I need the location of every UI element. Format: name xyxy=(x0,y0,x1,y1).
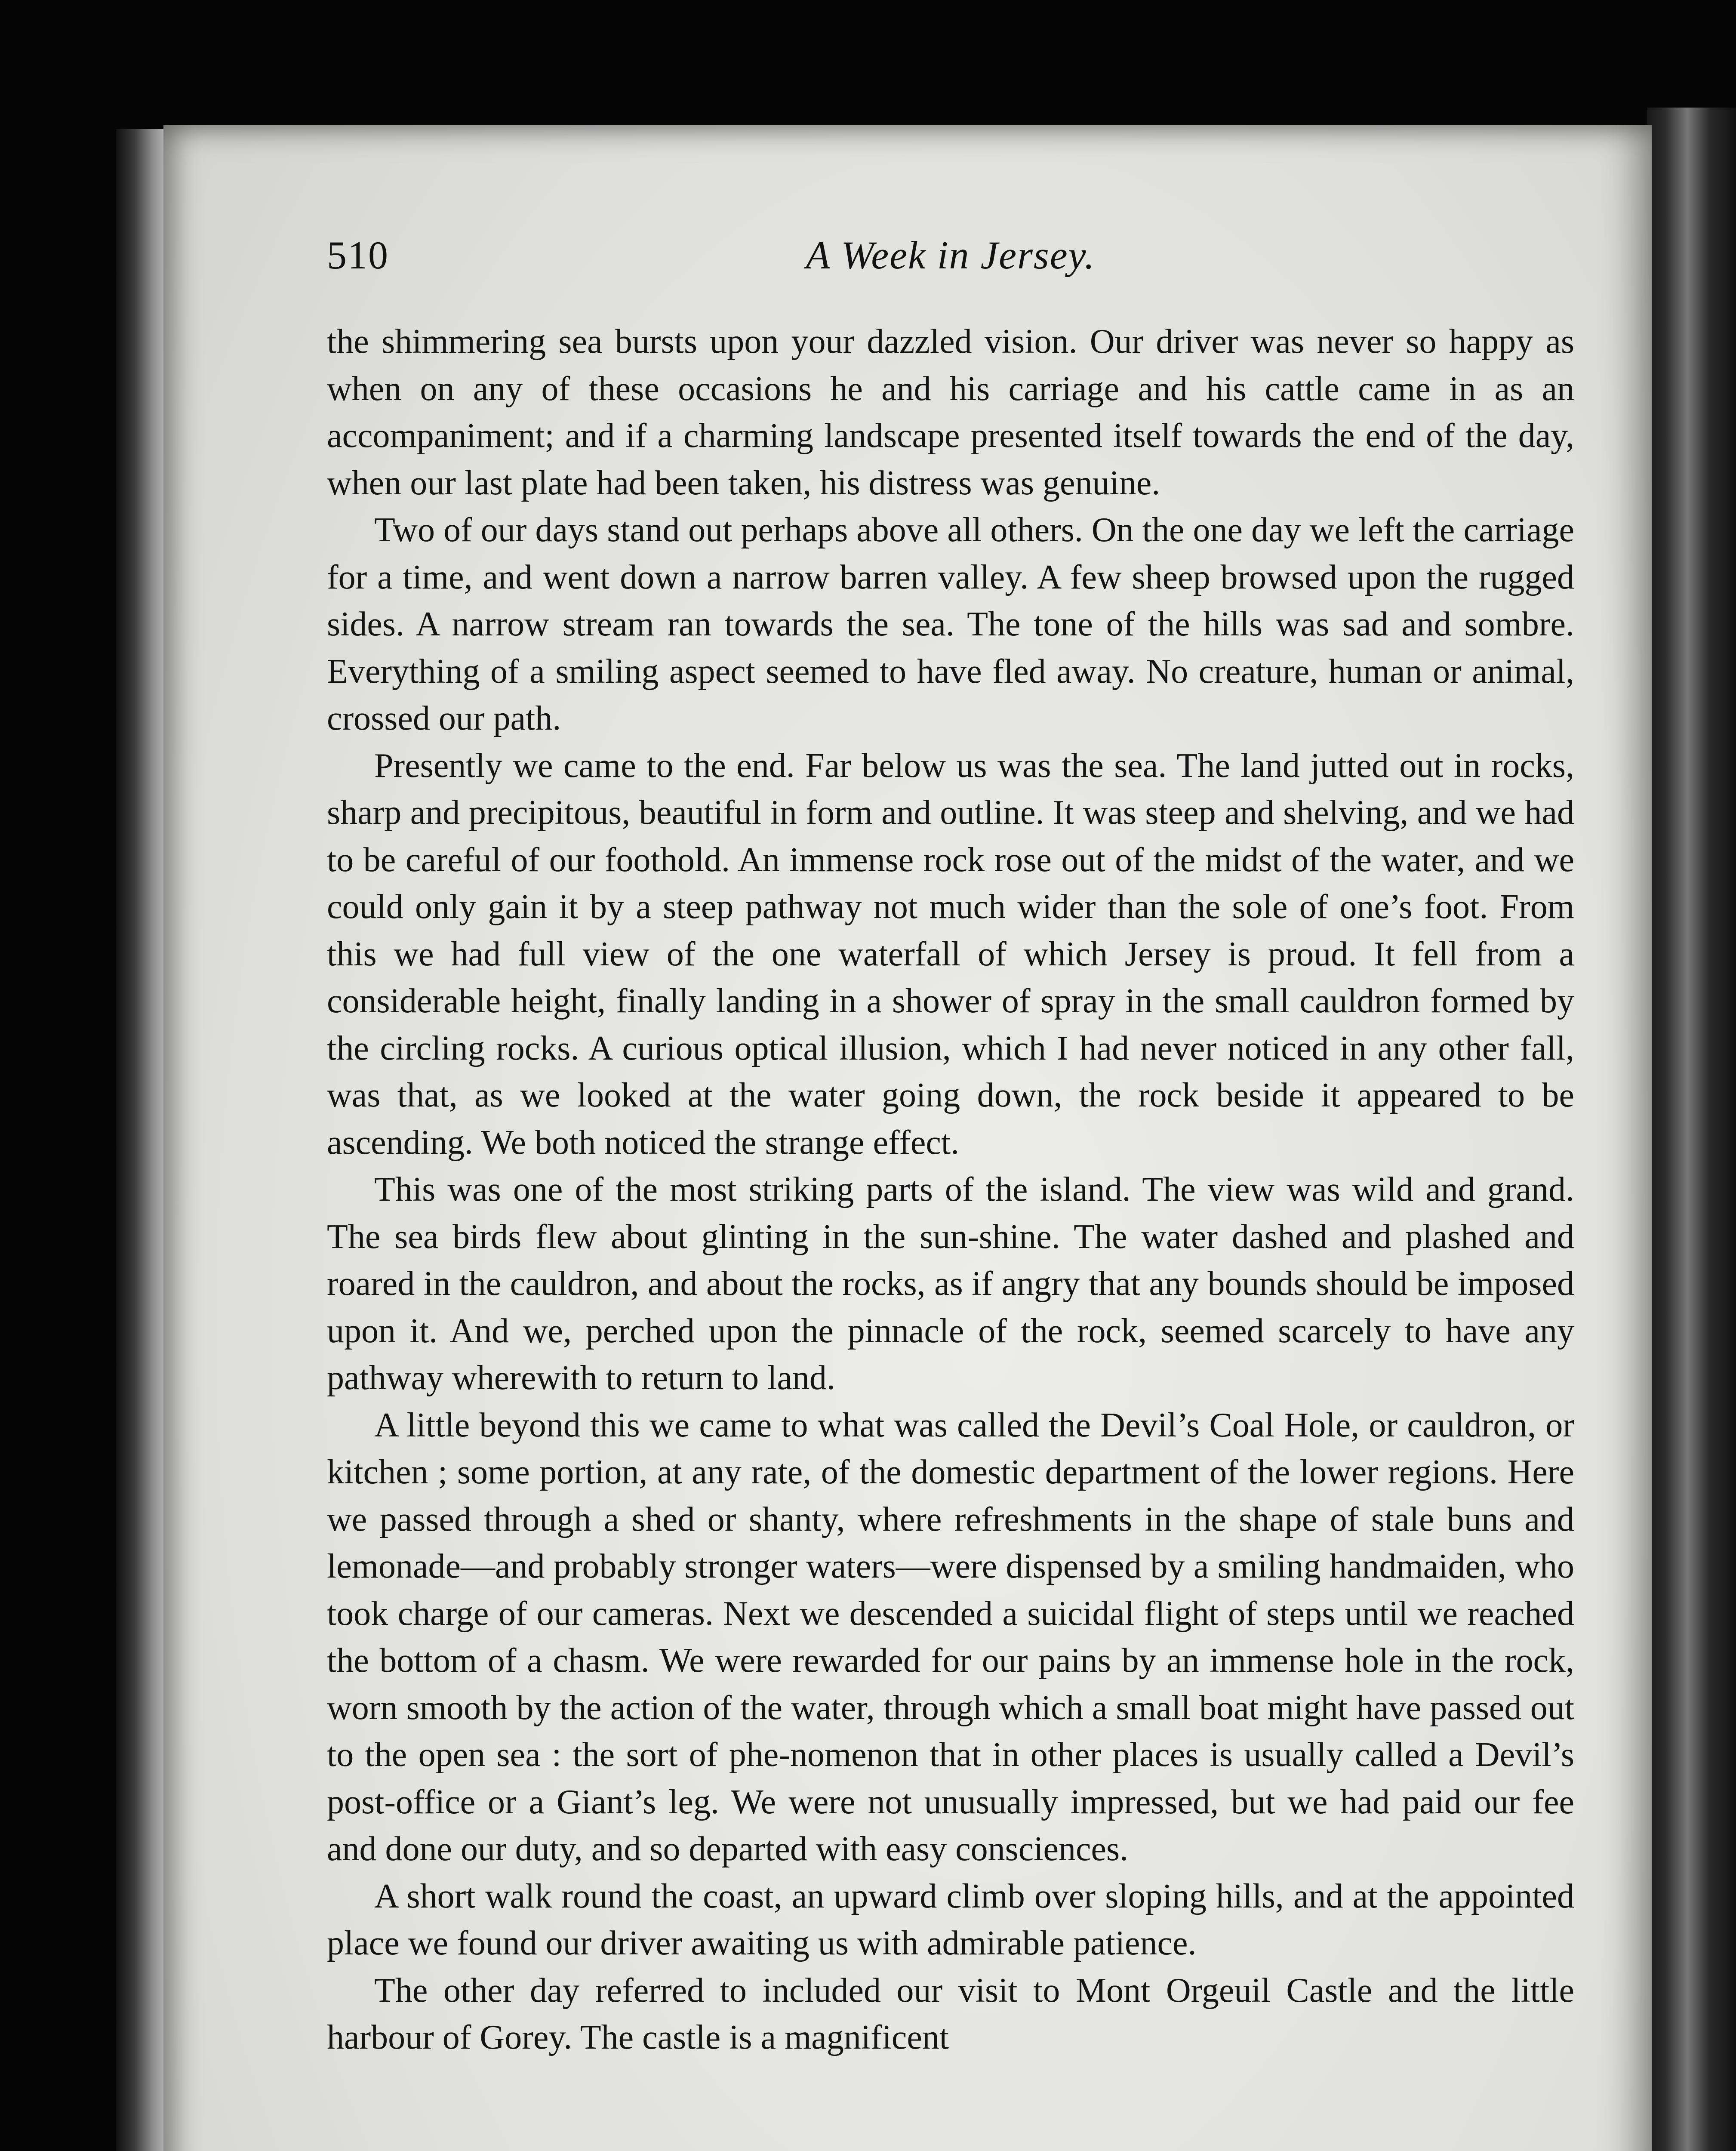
paragraph: A short walk round the coast, an upward climb over sloping hills, and at the appointed place we found our driver awaiting us with admirable patience. xyxy=(327,1877,1574,1962)
paragraph: The other day referred to included our visit to Mont Orgeuil Castle and the little harbour of Gorey. The castle is a magnificent xyxy=(327,1971,1574,2056)
page-header xyxy=(327,232,1574,301)
paragraph: Two of our days stand out perhaps above all others. On the one day we left the carriage for a time, and went down a narrow barren valley. A few sheep browsed upon the rugged sides. A narrow stream ran towards the sea. The tone of the hills was sad and sombre. Everything of a smiling aspect seemed to have fled away. No creature, human or animal, crossed our path. xyxy=(327,511,1574,737)
running-head: A Week in Jersey. xyxy=(806,233,1096,277)
paragraph: Presently we came to the end. Far below us was the sea. The land jutted out in rocks, sharp and precipitous, beautiful in form and outline. It was steep and shelving, and we had to be careful of our foothold. An immense rock rose out of the midst of the water, and we could only gain it by a steep pathway not much wider than the sole of one’s foot. From this we had full view of the one waterfall of which Jersey is proud. It fell from a considerable height, finally landing in a shower of spray in the small cauldron formed by the circling rocks. A curious optical illusion, which I had never noticed in any other fall, was that, as we looked at the water going down, the rock beside it appeared to be ascending. We both noticed the strange effect. xyxy=(327,746,1574,1162)
page-number: 510 xyxy=(327,233,389,277)
body-text xyxy=(327,318,1574,2062)
paragraph-continued: the shimmering sea bursts upon your dazzled vision. Our driver was never so happy as when on any of these occasions he and his carriage and his cattle came in as an accompaniment; and if a charming landscape presented itself towards the end of the day, when our last plate had been taken, his distress was genuine. xyxy=(327,323,1574,502)
paragraph: A little beyond this we came to what was called the Devil’s Coal Hole, or cauldron, or kitchen ; some portion, at any rate, of the domestic department of the lower regions. Here we passed through a shed or shanty, where refreshments in the shape of stale buns and lemonade—and probably stronger waters—were dispensed by a smiling handmaiden, who took charge of our cameras. Next we descended a suicidal flight of steps until we reached the bottom of a chasm. We were rewarded for our pains by an immense hole in the rock, worn smooth by the action of the water, through which a small boat might have passed out to the open sea : the sort of phe-nomenon that in other places is usually called a Devil’s post-office or a Giant’s leg. We were not unusually impressed, but we had paid our fee and done our duty, and so departed with easy consciences. xyxy=(327,1406,1574,1868)
paragraph: This was one of the most striking parts of the island. The view was wild and grand. The sea birds flew about glinting in the sun-shine. The water dashed and plashed and roared in the cauldron, and about the rocks, as if angry that any bounds should be imposed upon it. And we, perched upon the pinnacle of the rock, seemed scarcely to have any pathway wherewith to return to land. xyxy=(327,1171,1574,1397)
next-page-edge xyxy=(1647,108,1736,2151)
book-spine xyxy=(116,129,168,2151)
